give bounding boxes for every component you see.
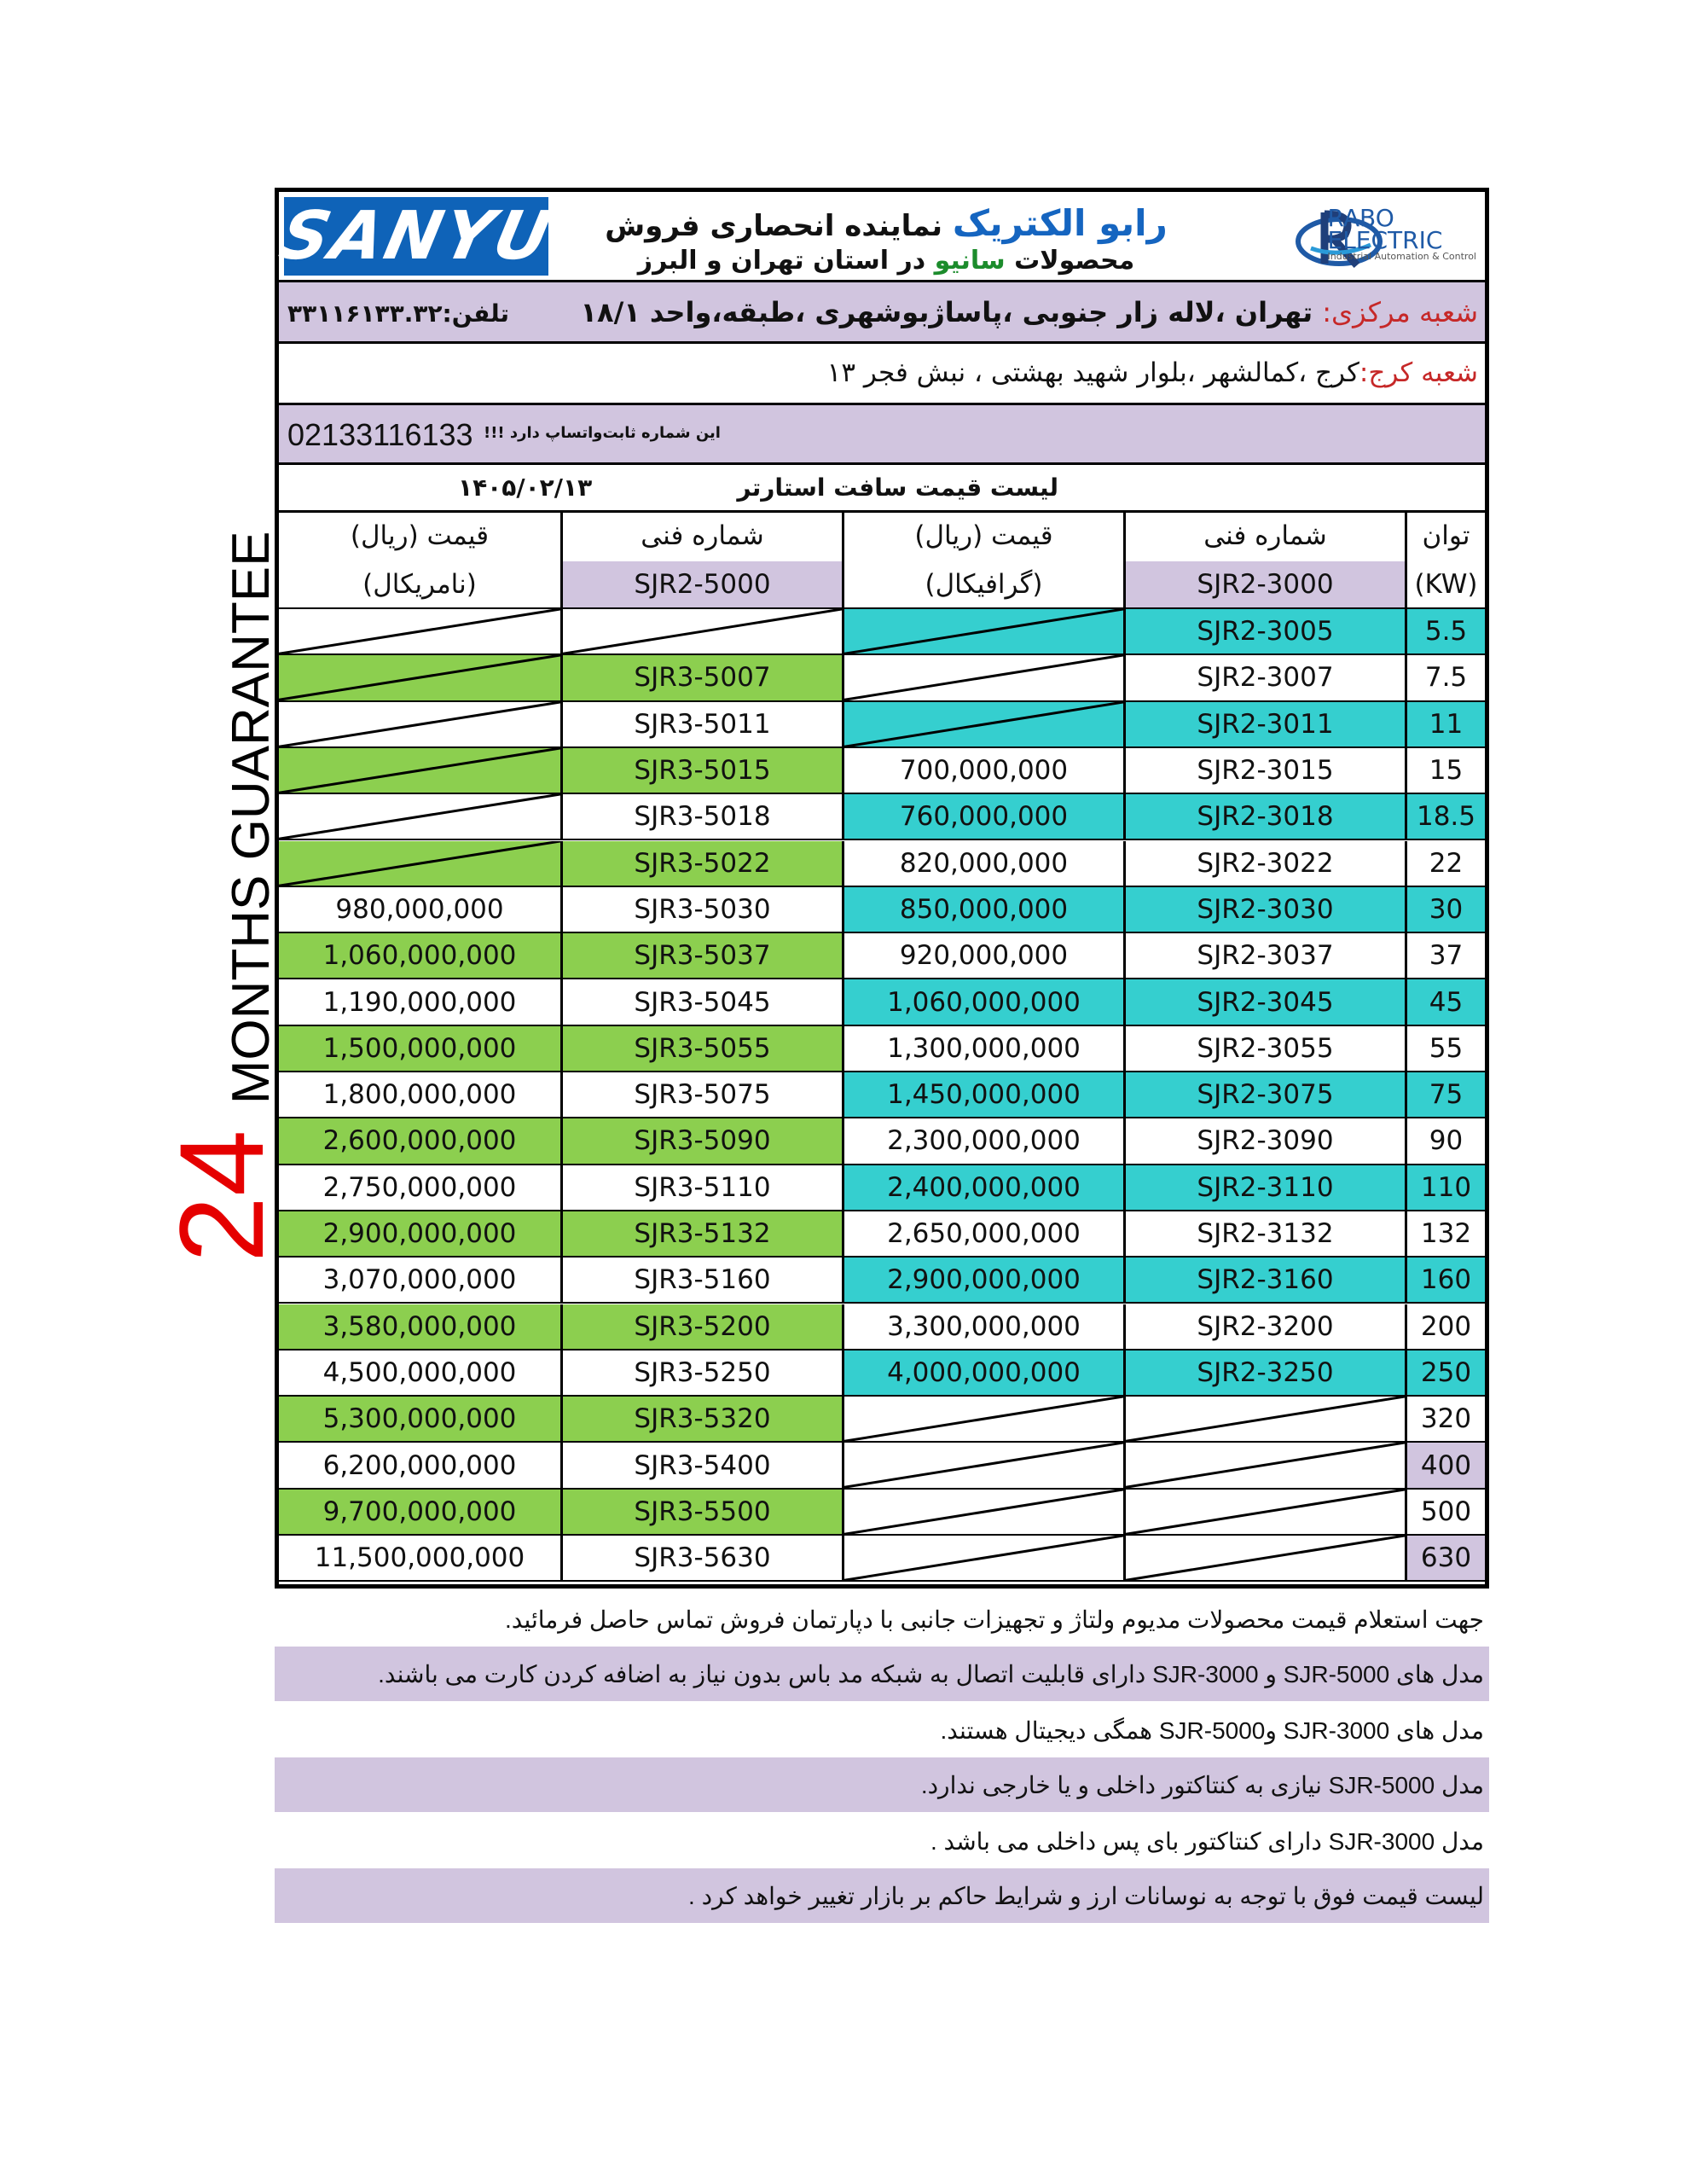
- price-cell: 2,400,000,000: [842, 1165, 1123, 1210]
- list-title-row: [279, 465, 1485, 513]
- note-5: مدل SJR-3000 دارای کنتاکتور بای پس داخلی می باشد .: [930, 1827, 1484, 1855]
- empty-cell-p3: [842, 609, 1123, 653]
- price-cell: 2,900,000,000: [842, 1258, 1123, 1302]
- header-tech5: شماره فنی: [560, 510, 842, 561]
- price-cell: 820,000,000: [842, 841, 1123, 886]
- price-cell: 1,800,000,000: [322, 1079, 517, 1111]
- model-cell: SJR3-5500: [560, 1490, 842, 1534]
- model-cell: SJR2-3030: [1123, 887, 1405, 932]
- empty-cell-p5: [279, 841, 560, 886]
- phone-number: تلفن:۳۳۱۱۶۱۳۳.۳۲: [287, 299, 510, 328]
- header-tech3-sub: SJR2-3000: [1123, 561, 1405, 607]
- model-cell: SJR2-3007: [1123, 655, 1405, 700]
- table-row: [279, 887, 1485, 933]
- model-cell: SJR3-5055: [560, 1026, 842, 1071]
- model-cell: SJR2-3018: [1123, 794, 1405, 839]
- note-1: جهت استعلام قیمت محصولات مدیوم ولتاژ و تجهیزات جانبی با دپارتمان فروش تماس حاصل فرمائید.: [505, 1606, 1484, 1633]
- power-cell: 500: [1405, 1490, 1485, 1534]
- power-cell: 320: [1405, 1397, 1485, 1441]
- model-cell: SJR2-3015: [1123, 748, 1405, 793]
- price-sheet: [275, 188, 1489, 1589]
- list-date: ۱۴۰۵/۰۲/۱۳: [458, 473, 593, 502]
- note-4: مدل SJR-5000 نیازی به کنتاکتور داخلی و یا خارجی ندارد.: [275, 1757, 1489, 1812]
- empty-cell-s3: [1123, 1536, 1405, 1580]
- central-address: شعبه مرکزی: تهران ،لاله زار جنوبی ،پاساژبوشهری ،طبقه،واحد ۱۸/۱: [580, 296, 1478, 328]
- price-cell: 920,000,000: [842, 933, 1123, 978]
- empty-cell-s3: [1123, 1397, 1405, 1441]
- company-title: رابو الکتریک نماینده انحصاری فروش محصولات سانیو در استان تهران و البرز: [605, 202, 1168, 276]
- note-2: مدل های SJR-5000 و SJR-3000 دارای قابلیت اتصال به شبکه مد باس بدون نیاز به اضافه کردن کارت می باشند.: [275, 1647, 1489, 1701]
- model-cell: SJR2-3250: [1123, 1350, 1405, 1395]
- price-cell: 2,300,000,000: [842, 1118, 1123, 1163]
- empty-cell-p3: [842, 1536, 1123, 1580]
- price-cell: 2,900,000,000: [279, 1211, 560, 1256]
- whatsapp-number: 02133116133: [287, 417, 473, 452]
- power-cell: 250: [1405, 1350, 1485, 1395]
- table-row: [279, 1304, 1485, 1350]
- model-cell: SJR3-5037: [560, 933, 842, 978]
- table-header-row-1: [279, 510, 1485, 561]
- power-cell: 7.5: [1405, 655, 1485, 700]
- model-cell: SJR3-5110: [560, 1165, 842, 1210]
- karaj-address: شعبه کرج:کرج ،کمالشهر ،بلوار شهید بهشتی ، نبش فجر ۱۳: [826, 357, 1478, 388]
- model-cell: SJR3-5160: [560, 1258, 842, 1302]
- price-cell: 3,580,000,000: [279, 1304, 560, 1349]
- price-cell: 850,000,000: [842, 887, 1123, 932]
- power-cell: 15: [1405, 748, 1485, 793]
- header-power-sub: (KW): [1405, 561, 1485, 607]
- price-cell: 700,000,000: [842, 748, 1123, 793]
- rabo-electric-logo: RABO ELECTRIC Industrial Automation & Control: [1292, 199, 1480, 277]
- table-row: [279, 1211, 1485, 1258]
- table-row: [279, 1072, 1485, 1118]
- header-price5: قیمت (ریال): [350, 520, 490, 551]
- empty-cell-p5: [279, 748, 560, 793]
- price-cell: 1,060,000,000: [279, 933, 560, 978]
- model-cell: SJR3-5007: [560, 655, 842, 700]
- model-cell: SJR3-5011: [560, 702, 842, 746]
- price-cell: 4,000,000,000: [842, 1350, 1123, 1395]
- power-cell: 75: [1405, 1072, 1485, 1117]
- model-cell: SJR2-3011: [1123, 702, 1405, 746]
- empty-cell-p5: [279, 702, 560, 746]
- guarantee-number: 24: [154, 1130, 288, 1263]
- price-cell: 2,600,000,000: [279, 1118, 560, 1163]
- power-cell: 18.5: [1405, 794, 1485, 839]
- empty-cell-p3: [842, 1397, 1123, 1441]
- power-cell: 200: [1405, 1304, 1485, 1349]
- model-cell: SJR2-3110: [1123, 1165, 1405, 1210]
- table-row: [279, 1258, 1485, 1304]
- price-cell: 3,300,000,000: [842, 1304, 1123, 1349]
- power-cell: 22: [1405, 841, 1485, 886]
- power-cell: 55: [1405, 1026, 1485, 1071]
- karaj-branch-row: [279, 344, 1485, 405]
- price-cell: 2,750,000,000: [322, 1171, 517, 1203]
- table-row: [279, 1490, 1485, 1536]
- price-cell: 1,500,000,000: [279, 1026, 560, 1071]
- empty-cell-s3: [1123, 1443, 1405, 1487]
- model-cell: SJR3-5015: [560, 748, 842, 793]
- model-cell: SJR3-5075: [560, 1072, 842, 1117]
- price-cell: 1,450,000,000: [842, 1072, 1123, 1117]
- note-6: لیست قیمت فوق با توجه به نوسانات ارز و شرایط حاکم بر بازار تغییر خواهد کرد .: [275, 1868, 1489, 1923]
- price-cell: 4,500,000,000: [322, 1356, 517, 1388]
- table-row: [279, 794, 1485, 840]
- model-cell: SJR2-3037: [1123, 933, 1405, 978]
- model-cell: SJR3-5022: [560, 841, 842, 886]
- model-cell: SJR3-5630: [560, 1536, 842, 1580]
- empty-cell-p5: [279, 794, 560, 839]
- header-price3: قیمت (ریال): [842, 510, 1123, 561]
- model-cell: SJR3-5018: [560, 794, 842, 839]
- table-row: [279, 748, 1485, 794]
- power-cell: 160: [1405, 1258, 1485, 1302]
- table-row: [279, 841, 1485, 887]
- model-cell: SJR3-5400: [560, 1443, 842, 1487]
- price-cell: 2,650,000,000: [842, 1211, 1123, 1256]
- power-cell: 90: [1405, 1118, 1485, 1163]
- table-header-row-2: [279, 561, 1485, 609]
- price-cell: 11,500,000,000: [314, 1542, 525, 1574]
- guarantee-banner: [154, 410, 288, 1263]
- table-row: [279, 609, 1485, 655]
- model-cell: SJR2-3200: [1123, 1304, 1405, 1349]
- model-cell: SJR3-5132: [560, 1211, 842, 1256]
- note-3: مدل های SJR-3000 وSJR-5000 همگی دیجیتال هستند.: [940, 1716, 1484, 1744]
- empty-cell-s5: [560, 609, 842, 653]
- price-cell: 5,300,000,000: [279, 1397, 560, 1441]
- header-price3-sub: (گرافیکال): [842, 561, 1123, 607]
- model-cell: SJR2-3160: [1123, 1258, 1405, 1302]
- model-cell: SJR3-5200: [560, 1304, 842, 1349]
- table-row: [279, 1350, 1485, 1397]
- table-row: [279, 933, 1485, 979]
- model-cell: SJR2-3090: [1123, 1118, 1405, 1163]
- model-cell: SJR3-5045: [560, 979, 842, 1024]
- table-row: [279, 1397, 1485, 1443]
- table-row: [279, 1536, 1485, 1582]
- power-cell: 5.5: [1405, 609, 1485, 653]
- empty-cell-p3: [842, 655, 1123, 700]
- power-cell: 30: [1405, 887, 1485, 932]
- table-row: [279, 1165, 1485, 1211]
- header-power: توان: [1405, 510, 1485, 561]
- model-cell: SJR3-5250: [560, 1350, 842, 1395]
- header: [273, 192, 1485, 282]
- price-cell: 760,000,000: [842, 794, 1123, 839]
- table-row: [279, 1118, 1485, 1165]
- table-row: [279, 702, 1485, 748]
- model-cell: SJR3-5320: [560, 1397, 842, 1441]
- model-cell: SJR2-3075: [1123, 1072, 1405, 1117]
- empty-cell-s3: [1123, 1490, 1405, 1534]
- model-cell: SJR2-3022: [1123, 841, 1405, 886]
- model-cell: SJR2-3005: [1123, 609, 1405, 653]
- power-cell: 110: [1405, 1165, 1485, 1210]
- model-cell: SJR2-3055: [1123, 1026, 1405, 1071]
- table-row: [279, 1026, 1485, 1072]
- header-tech3: شماره فنی: [1123, 510, 1405, 561]
- price-cell: 1,060,000,000: [842, 979, 1123, 1024]
- power-cell: 400: [1405, 1443, 1485, 1487]
- whatsapp-note: این شماره ثابت‌واتساپ دارد !!!: [484, 424, 721, 442]
- power-cell: 132: [1405, 1211, 1485, 1256]
- table-row: [279, 655, 1485, 701]
- sanyu-logo: SANYU: [273, 198, 559, 275]
- model-cell: SJR3-5030: [560, 887, 842, 932]
- table-row: [279, 1443, 1485, 1489]
- price-cell: 6,200,000,000: [322, 1449, 517, 1481]
- power-cell: 11: [1405, 702, 1485, 746]
- list-title: لیست قیمت سافت استارتر: [737, 473, 1058, 502]
- central-branch-row: [279, 282, 1485, 344]
- empty-cell-p3: [842, 1443, 1123, 1487]
- table-row: [279, 979, 1485, 1025]
- power-cell: 37: [1405, 933, 1485, 978]
- model-cell: SJR3-5090: [560, 1118, 842, 1163]
- guarantee-text: MONTHS GUARANTEE: [222, 531, 281, 1105]
- price-cell: 3,070,000,000: [322, 1264, 517, 1296]
- model-cell: SJR2-3132: [1123, 1211, 1405, 1256]
- empty-cell-p5: [279, 609, 560, 653]
- power-cell: 630: [1405, 1536, 1485, 1580]
- empty-cell-p3: [842, 1490, 1123, 1534]
- power-cell: 45: [1405, 979, 1485, 1024]
- whatsapp-row: [279, 405, 1485, 465]
- price-cell: 1,190,000,000: [322, 986, 517, 1018]
- price-cell: 1,300,000,000: [842, 1026, 1123, 1071]
- price-cell: 980,000,000: [335, 893, 504, 925]
- empty-cell-p3: [842, 702, 1123, 746]
- model-cell: SJR2-3045: [1123, 979, 1405, 1024]
- empty-cell-p5: [279, 655, 560, 700]
- price-cell: 9,700,000,000: [279, 1490, 560, 1534]
- header-tech5-sub: SJR2-5000: [560, 561, 842, 607]
- header-price5-sub: (نامریکال): [362, 569, 477, 600]
